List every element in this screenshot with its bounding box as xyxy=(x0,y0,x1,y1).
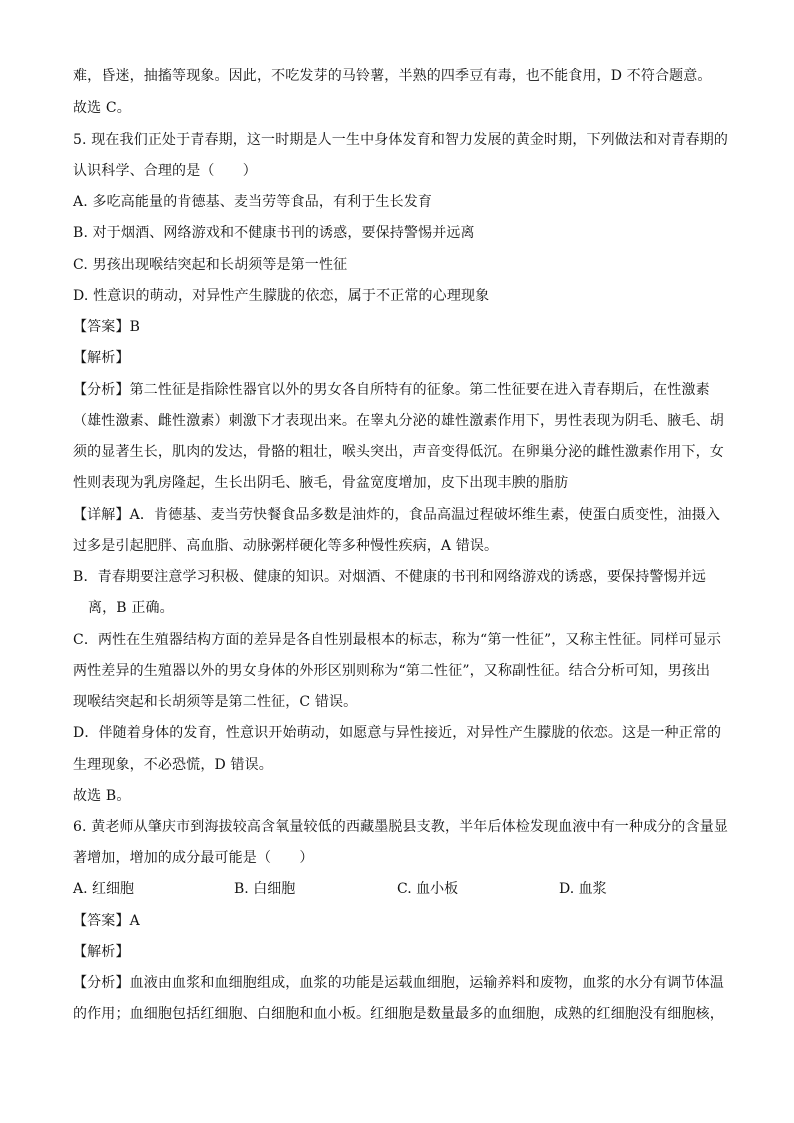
q5-detail-c-line-2: 两性差异的生殖器以外的男女身体的外形区别则称为“第二性征”，又称副性征。结合分析可知，男孩出 xyxy=(73,663,711,679)
q5-fenxi-line-1: 【分析】第二性征是指除性器官以外的男女各自所特有的征象。第二性征要在进入青春期后，在性激素 xyxy=(73,382,710,398)
q5-detail-b-line-2: 离，B 正确。 xyxy=(88,600,174,616)
q5-fenxi-line-2: （雄性激素、雌性激素）刺激下才表现出来。在睾丸分泌的雄性激素作用下，男性表现为阴毛、腋毛、胡 xyxy=(73,413,724,429)
q6-answer: 【答案】A xyxy=(73,913,140,929)
q5-fenxi-line-3: 须的显著生长，肌肉的发达，骨骼的粗壮，喉头突出，声音变得低沉。在卵巢分泌的雌性激素作用下，女 xyxy=(73,444,724,460)
q5-detail-b-line-1: B．青春期要注意学习积极、健康的知识。对烟酒、不健康的书刊和网络游戏的诱惑，要保持警惕并远 xyxy=(73,569,707,585)
q5-detail-c-line-1: C．两性在生殖器结构方面的差异是各自性别最根本的标志，称为“第一性征”，又称主性征。同样可显示 xyxy=(73,632,722,648)
q5-detail-a-line-1: 【详解】A．肯德基、麦当劳快餐食品多数是油炸的，食品高温过程破坏维生素，使蛋白质变性，油摄入 xyxy=(73,507,721,523)
q6-option-c: C. 血小板 xyxy=(397,881,459,897)
q6-analysis-heading: 【解析】 xyxy=(73,944,130,960)
q6-option-a: A. 红细胞 xyxy=(73,881,135,897)
q5-analysis-heading: 【解析】 xyxy=(73,350,130,366)
q5-fenxi-line-4: 性则表现为乳房隆起，生长出阴毛、腋毛，骨盆宽度增加，皮下出现丰腴的脂肪 xyxy=(73,475,569,491)
q6-option-d: D. 血浆 xyxy=(559,881,607,897)
q5-conclusion: 故选 B。 xyxy=(73,788,131,804)
q6-stem-line-1: 6. 黄老师从肇庆市到海拔较高含氧量较低的西藏墨脱县支教，半年后体检发现血液中有一种成分的含量显 xyxy=(73,819,729,835)
q5-detail-a-line-2: 过多是引起肥胖、高血脂、动脉粥样硬化等多种慢性疾病，A 错误。 xyxy=(73,538,499,554)
prev-conclusion: 故选 C。 xyxy=(73,100,131,116)
q5-stem-line-1: 5. 现在我们正处于青春期，这一时期是人一生中身体发育和智力发展的黄金时期，下列做法和对青春期的 xyxy=(73,132,729,148)
q5-detail-d-line-2: 生理现象，不必恐慌，D 错误。 xyxy=(73,757,273,773)
q5-answer: 【答案】B xyxy=(73,319,141,335)
q5-detail-d-line-1: D．伴随着身体的发育，性意识开始萌动，如愿意与异性接近，对异性产生朦胧的依恋。这是一种正常的 xyxy=(73,725,722,741)
prev-answer-line-1: 难，昏迷，抽搐等现象。因此，不吃发芽的马铃薯，半熟的四季豆有毒，也不能食用，D 不符合题意。 xyxy=(73,68,712,84)
q5-option-a: A. 多吃高能量的肯德基、麦当劳等食品，有利于生长发育 xyxy=(73,194,433,210)
q6-stem-line-2: 著增加，增加的成分最可能是（ ） xyxy=(73,850,314,866)
q5-option-b: B. 对于烟酒、网络游戏和不健康书刊的诱惑，要保持警惕并远离 xyxy=(73,225,475,241)
q6-fenxi-line-1: 【分析】血液由血浆和血细胞组成，血浆的功能是运载血细胞，运输养料和废物，血浆的水分有调节体温 xyxy=(73,975,724,991)
q5-option-d: D. 性意识的萌动，对异性产生朦胧的依恋，属于不正常的心理现象 xyxy=(73,288,490,304)
q5-option-c: C. 男孩出现喉结突起和长胡须等是第一性征 xyxy=(73,257,348,273)
q5-detail-c-line-3: 现喉结突起和长胡须等是第二性征，C 错误。 xyxy=(73,694,358,710)
q5-stem-line-2: 认识科学、合理的是（ ） xyxy=(73,163,257,179)
q6-fenxi-line-2: 的作用；血细胞包括红细胞、白细胞和血小板。红细胞是数量最多的血细胞，成熟的红细胞没有细胞核， xyxy=(73,1006,724,1022)
q6-option-b: B. 白细胞 xyxy=(234,881,296,897)
